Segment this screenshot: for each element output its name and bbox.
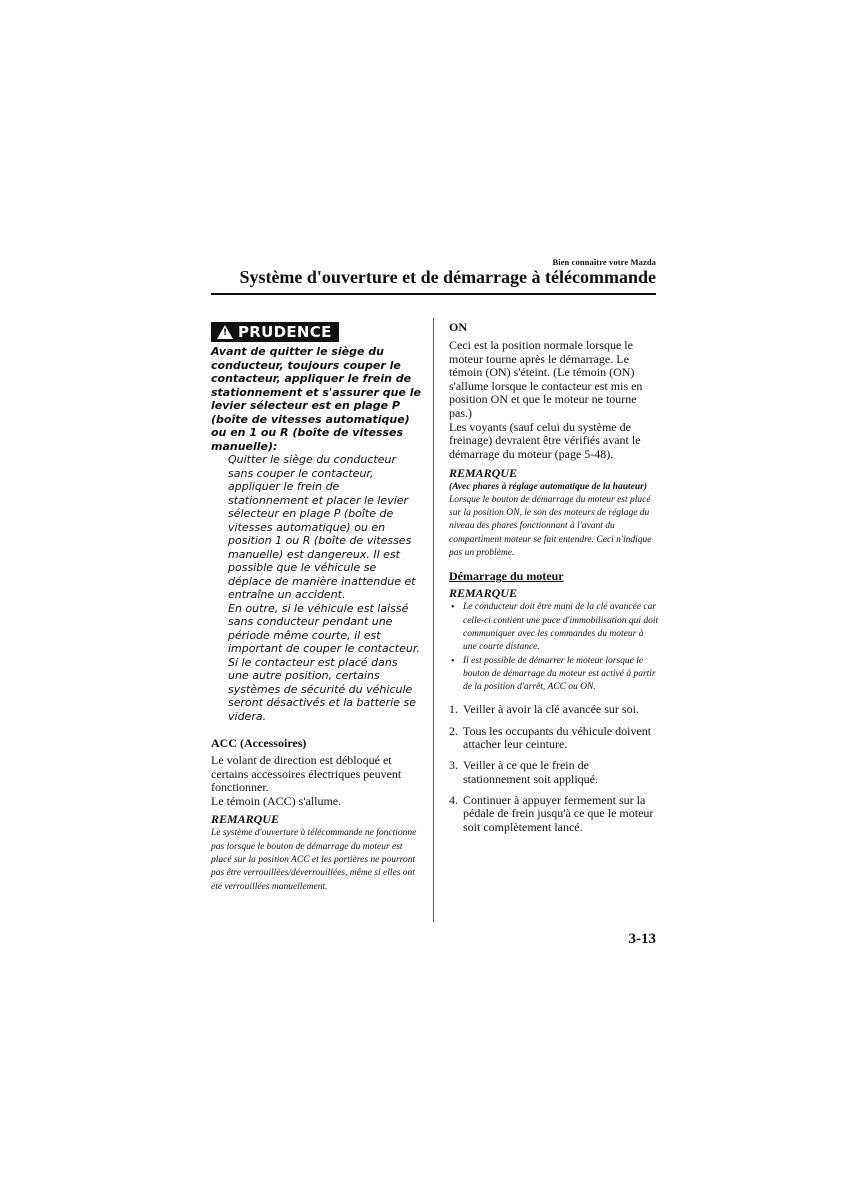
- step-number: 4.: [449, 792, 458, 807]
- page-title: Système d'ouverture et de démarrage à télécommande: [239, 267, 656, 287]
- column-divider: [433, 318, 434, 922]
- on-note-subtitle: (Avec phares à réglage automatique de la hauteur): [449, 482, 647, 493]
- left-column: [211, 322, 421, 894]
- list-item: [449, 794, 659, 835]
- list-item: • Le conducteur doit être muni de la clé avancée car celle-ci contient une puce d'immobilisation qui doit communiquer avec les commandes du moteur à une courte distance.: [449, 601, 659, 654]
- list-item: [449, 703, 659, 717]
- acc-text-1: Le volant de direction est débloqué et certains accessoires électriques peuvent fonctionner.: [211, 753, 402, 795]
- start-steps: [449, 703, 659, 834]
- on-text-2: Les voyants (sauf celui du système de freinage) devraient être vérifiés avant le démarrage du moteur (page 5-48).: [449, 419, 641, 461]
- step-text: Veiller à avoir la clé avancée sur soi.: [463, 702, 639, 717]
- caution-body-1: Quitter le siège du conducteur sans couper le contacteur, appliquer le frein de stationnement et placer le levier sélecteur en plage P (boîte de vitesses automatique) ou en position 1 ou R (boîte de vitesses manuelle) est dangereux. Il est possible que le véhicule se déplace de manière inattendue et entraîne un accident.: [228, 453, 416, 601]
- caution-lead: Avant de quitter le siège du conducteur, toujours couper le contacteur, appliquer le frein de stationnement et s'assurer que le levier sélecteur est en plage P (boîte de vitesses automatique) ou en 1 ou R (boîte de vitesses manuelle):: [211, 345, 421, 453]
- step-text: Veiller à ce que le frein de stationnement soit appliqué.: [463, 758, 598, 786]
- caution-body-2: En outre, si le véhicule est laissé sans conducteur pendant une période même courte, il est important de couper le contacteur. Si le contacteur est placé dans une autre position, certains systèmes de sécurité du véhicule seront désactivés et la batterie se videra.: [228, 601, 420, 723]
- on-heading: ON: [449, 320, 467, 334]
- step-number: 1.: [449, 702, 458, 717]
- step-number: 3.: [449, 758, 458, 773]
- caution-box: [211, 322, 339, 342]
- list-item: • Il est possible de démarrer le moteur lorsque le bouton de démarrage du moteur est activé à partir de la position d'arrêt, ACC ou ON.: [449, 655, 659, 695]
- on-text-1: Ceci est la position normale lorsque le moteur tourne après le démarrage. Le témoin (ON) s'éteint. (Le témoin (ON) s'allume lorsque le contacteur est mis en position ON et que le moteur ne tourne pas.): [449, 338, 643, 420]
- acc-heading: ACC (Accessoires): [211, 736, 307, 750]
- start-note-bullets: [449, 601, 659, 694]
- caution-label: PRUDENCE: [238, 323, 332, 341]
- start-note-title: REMARQUE: [449, 586, 518, 601]
- step-text: Tous les occupants du véhicule doivent attacher leur ceinture.: [463, 723, 652, 752]
- list-item: [449, 759, 659, 786]
- acc-note-text: Le système d'ouverture à télécommande ne fonctionne pas lorsque le bouton de démarrage du moteur est placé sur la position ACC et les portières ne pourront pas être verrouillées/déverrouillées, même si elles ont été verrouillées manuellement.: [211, 828, 417, 892]
- step-number: 2.: [449, 723, 458, 738]
- title-rule: [211, 293, 656, 295]
- warning-triangle-icon: !: [217, 325, 233, 339]
- list-item: [449, 725, 659, 752]
- running-head: Bien connaître votre Mazda: [552, 257, 656, 267]
- on-note-title: REMARQUE: [449, 466, 518, 481]
- page-number: 3-13: [628, 931, 656, 947]
- acc-note-title: REMARQUE: [211, 812, 280, 827]
- on-note-text: Lorsque le bouton de démarrage du moteur est placé sur la position ON, le son des moteurs de réglage du niveau des phares fonctionnant à l'avant du compartiment moteur se fait entendre. Ceci n'indique pas un problème.: [449, 494, 652, 559]
- acc-text-2: Le témoin (ACC) s'allume.: [211, 793, 342, 808]
- step-text: Continuer à appuyer fermement sur la pédale de frein jusqu'à ce que le moteur soit complètement lancé.: [463, 792, 654, 835]
- start-heading: Démarrage du moteur: [449, 569, 564, 584]
- right-column: [449, 320, 659, 842]
